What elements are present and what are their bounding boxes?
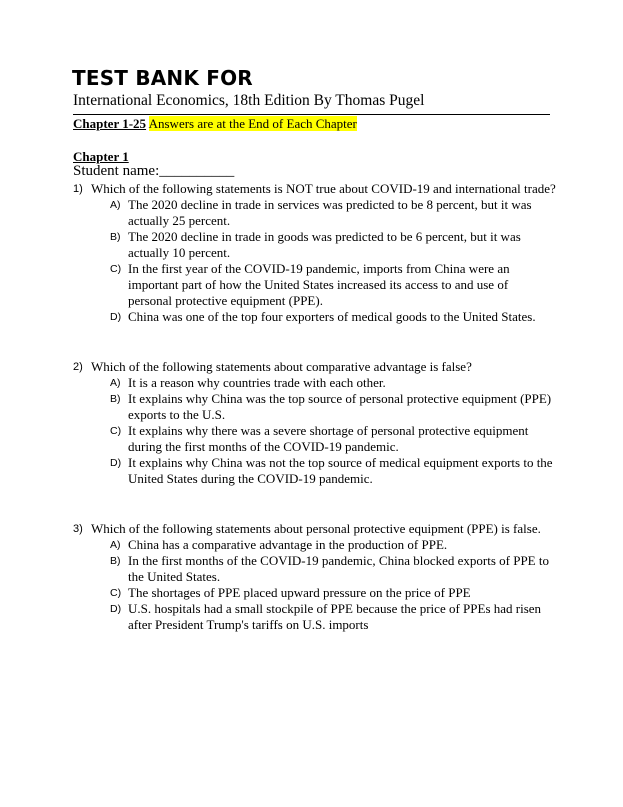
option-text: China has a comparative advantage in the production of PPE. bbox=[128, 537, 448, 552]
chapter-heading: Chapter 1 bbox=[73, 149, 129, 164]
option-letter: B) bbox=[110, 555, 121, 567]
option-letter: C) bbox=[110, 425, 122, 437]
option-letter: D) bbox=[110, 311, 122, 323]
option-d bbox=[73, 601, 553, 633]
option-letter: A) bbox=[110, 199, 121, 211]
question-number: 2) bbox=[73, 361, 83, 373]
option-text: It explains why China was not the top source of medical equipment exports to the United States during the COVID-19 pandemic. bbox=[128, 455, 553, 486]
option-b bbox=[73, 229, 553, 261]
option-d bbox=[73, 455, 553, 487]
header-divider bbox=[73, 114, 550, 115]
option-d bbox=[73, 309, 553, 325]
option-text: It explains why China was the top source of personal protective equipment (PPE) exports to the U.S. bbox=[128, 391, 552, 422]
option-c bbox=[73, 261, 553, 309]
question-text: Which of the following statements about comparative advantage is false? bbox=[91, 359, 472, 374]
answers-note: Answers are at the End of Each Chapter bbox=[148, 116, 357, 131]
document-subtitle: International Economics, 18th Edition By Thomas Pugel bbox=[73, 92, 425, 109]
option-letter: D) bbox=[110, 457, 122, 469]
question-3 bbox=[73, 521, 553, 633]
question-number: 1) bbox=[73, 183, 83, 195]
option-b bbox=[73, 391, 553, 423]
chapter-range-line bbox=[73, 116, 357, 132]
option-text: In the first year of the COVID-19 pandemic, imports from China were an important part of how the United States increased its access to and use of personal protective equipment (PPE). bbox=[128, 261, 510, 308]
option-a bbox=[73, 375, 553, 391]
option-letter: B) bbox=[110, 231, 121, 243]
option-text: It is a reason why countries trade with each other. bbox=[128, 375, 386, 390]
option-text: The 2020 decline in trade in goods was predicted to be 6 percent, but it was actually 10 percent. bbox=[128, 229, 521, 260]
option-text: China was one of the top four exporters of medical goods to the United States. bbox=[128, 309, 536, 324]
option-list bbox=[73, 537, 553, 633]
question-1 bbox=[73, 181, 556, 325]
document-title: TEST BANK FOR bbox=[72, 66, 253, 90]
chapter-range: Chapter 1-25 bbox=[73, 116, 147, 131]
question-stem bbox=[73, 521, 553, 537]
option-a bbox=[73, 537, 553, 553]
option-list bbox=[73, 197, 553, 325]
option-text: The 2020 decline in trade in services was predicted to be 8 percent, but it was actually 25 percent. bbox=[128, 197, 532, 228]
question-text: Which of the following statements about personal protective equipment (PPE) is false. bbox=[91, 521, 541, 536]
option-c bbox=[73, 423, 553, 455]
option-a bbox=[73, 197, 553, 229]
question-number: 3) bbox=[73, 523, 83, 535]
option-text: In the first months of the COVID-19 pandemic, China blocked exports of PPE to the United States. bbox=[128, 553, 549, 584]
option-letter: A) bbox=[110, 377, 121, 389]
option-letter: C) bbox=[110, 263, 122, 275]
option-text: The shortages of PPE placed upward pressure on the price of PPE bbox=[128, 585, 471, 600]
option-letter: C) bbox=[110, 587, 122, 599]
option-c bbox=[73, 585, 553, 601]
option-letter: A) bbox=[110, 539, 121, 551]
question-2 bbox=[73, 359, 553, 487]
question-text: Which of the following statements is NOT true about COVID-19 and international trade? bbox=[91, 181, 556, 196]
question-stem bbox=[73, 181, 556, 197]
option-list bbox=[73, 375, 553, 487]
option-letter: D) bbox=[110, 603, 122, 615]
student-name-field: Student name:__________ bbox=[73, 163, 235, 179]
option-text: U.S. hospitals had a small stockpile of PPE because the price of PPEs had risen after President Trump's tariffs on U.S. imports bbox=[128, 601, 542, 632]
question-stem bbox=[73, 359, 553, 375]
option-text: It explains why there was a severe shortage of personal protective equipment during the first months of the COVID-19 pandemic. bbox=[128, 423, 529, 454]
option-b bbox=[73, 553, 553, 585]
option-letter: B) bbox=[110, 393, 121, 405]
